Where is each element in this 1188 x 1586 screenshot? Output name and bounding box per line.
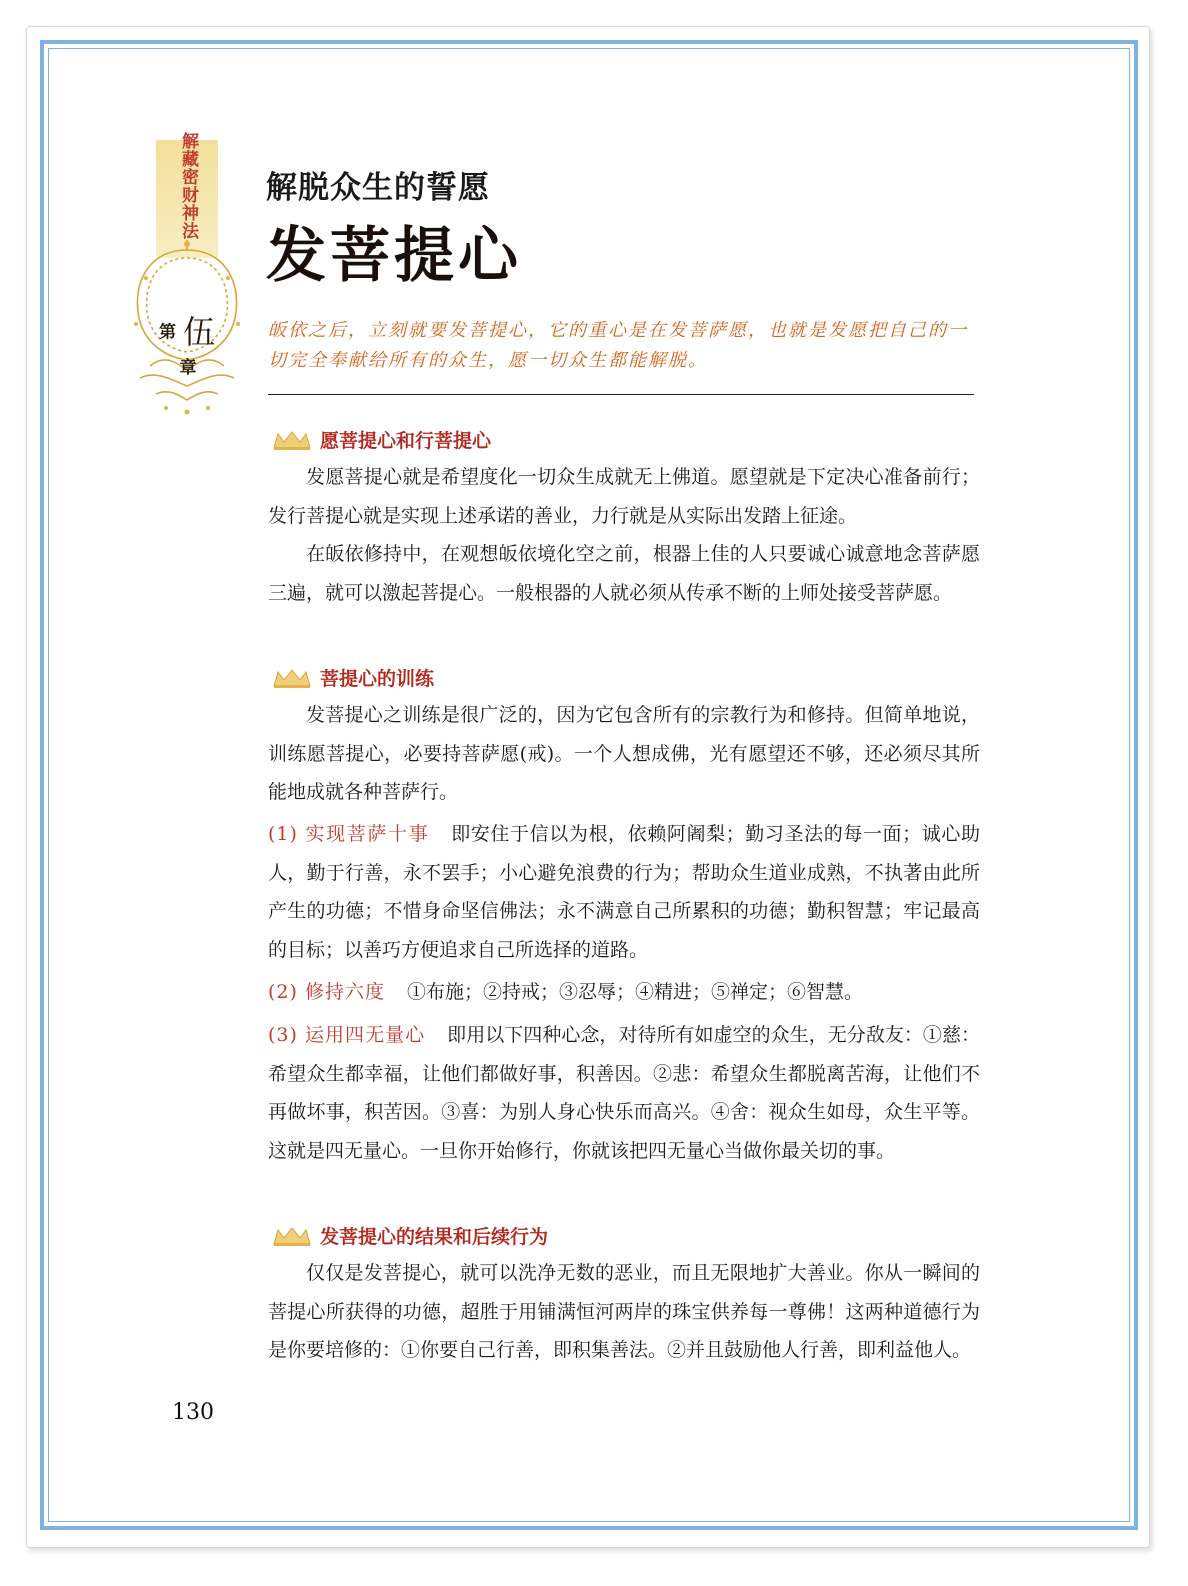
chapter-number: 伍 bbox=[183, 313, 216, 351]
crown-ornament-icon bbox=[272, 1224, 312, 1248]
paragraph: 发菩提心之训练是很广泛的，因为它包含所有的宗教行为和修持。但简单地说，训练愿菩提心，必要持菩萨愿(戒)。一个人想成佛，光有愿望还不够，还必须尽其所能地成就各种菩萨行。 bbox=[268, 704, 980, 803]
list-item-label: (3) 运用四无量心 bbox=[268, 1024, 426, 1046]
chapter-title: 发菩提心 bbox=[266, 221, 522, 291]
list-item-label: (2) 修持六度 bbox=[268, 981, 385, 1003]
section-heading-label: 愿菩提心和行菩提心 bbox=[320, 430, 492, 452]
list-item-text: 即安住于信以为根，依赖阿阇梨；勤习圣法的每一面；诚心助人，勤于行善，永不罢手；小心避免浪费的行为；帮助众生道业成熟，不执著由此所产生的功德；不惜身命坚信佛法；永不满意自己所累积的功德；勤积智慧；牢记最高的目标；以善巧方便追求自己所选择的道路。 bbox=[268, 823, 980, 961]
list-item bbox=[268, 815, 980, 969]
list-item bbox=[268, 973, 980, 1012]
chapter-badge bbox=[150, 307, 226, 378]
list-item-text: 即用以下四种心念，对待所有如虚空的众生，无分敌友：①慈：希望众生都幸福，让他们都做好事，积善因。②悲：希望众生都脱离苦海，让他们不再做坏事，积苦因。③喜：为别人身心快乐而高兴。④舍：视众生如母，众生平等。这就是四无量心。一旦你开始修行，你就该把四无量心当做你最关切的事。 bbox=[268, 1024, 980, 1162]
list-item-label: (1) 实现菩萨十事 bbox=[268, 823, 430, 845]
paragraph: 发愿菩提心就是希望度化一切众生成就无上佛道。愿望就是下定决心准备前行；发行菩提心就是实现上述承诺的善业，力行就是从实际出发踏上征途。 bbox=[268, 466, 980, 527]
side-tab-label: 解藏密财神法 bbox=[178, 132, 198, 240]
chapter-suffix: 章 bbox=[179, 358, 197, 378]
section-heading-label: 菩提心的训练 bbox=[320, 668, 435, 690]
intro-text: 皈依之后，立刻就要发菩提心，它的重心是在发菩萨愿，也就是发愿把自己的一切完全奉献给所有的众生，愿一切众生都能解脱。 bbox=[268, 320, 968, 371]
list-item-text: ①布施；②持戒；③忍辱；④精进；⑤禅定；⑥智慧。 bbox=[406, 981, 863, 1003]
divider bbox=[268, 394, 974, 395]
crown-ornament-icon bbox=[272, 666, 312, 690]
chapter-subtitle: 解脱众生的誓愿 bbox=[266, 170, 490, 206]
section-heading-label: 发菩提心的结果和后续行为 bbox=[320, 1226, 549, 1248]
crown-ornament-icon bbox=[272, 428, 312, 452]
page-number: 130 bbox=[172, 1400, 214, 1425]
list-item bbox=[268, 1016, 980, 1170]
paragraph: 在皈依修持中，在观想皈依境化空之前，根器上佳的人只要诚心诚意地念菩萨愿三遍，就可以激起菩提心。一般根器的人就必须从传承不断的上师处接受菩萨愿。 bbox=[268, 543, 980, 604]
chapter-prefix: 第 bbox=[158, 322, 176, 343]
paragraph: 仅仅是发菩提心，就可以洗净无数的恶业，而且无限地扩大善业。你从一瞬间的菩提心所获得的功德，超胜于用铺满恒河两岸的珠宝供养每一尊佛！这两种道德行为是你要培修的：①你要自己行善，即积集善法。②并且鼓励他人行善，即利益他人。 bbox=[268, 1262, 980, 1361]
